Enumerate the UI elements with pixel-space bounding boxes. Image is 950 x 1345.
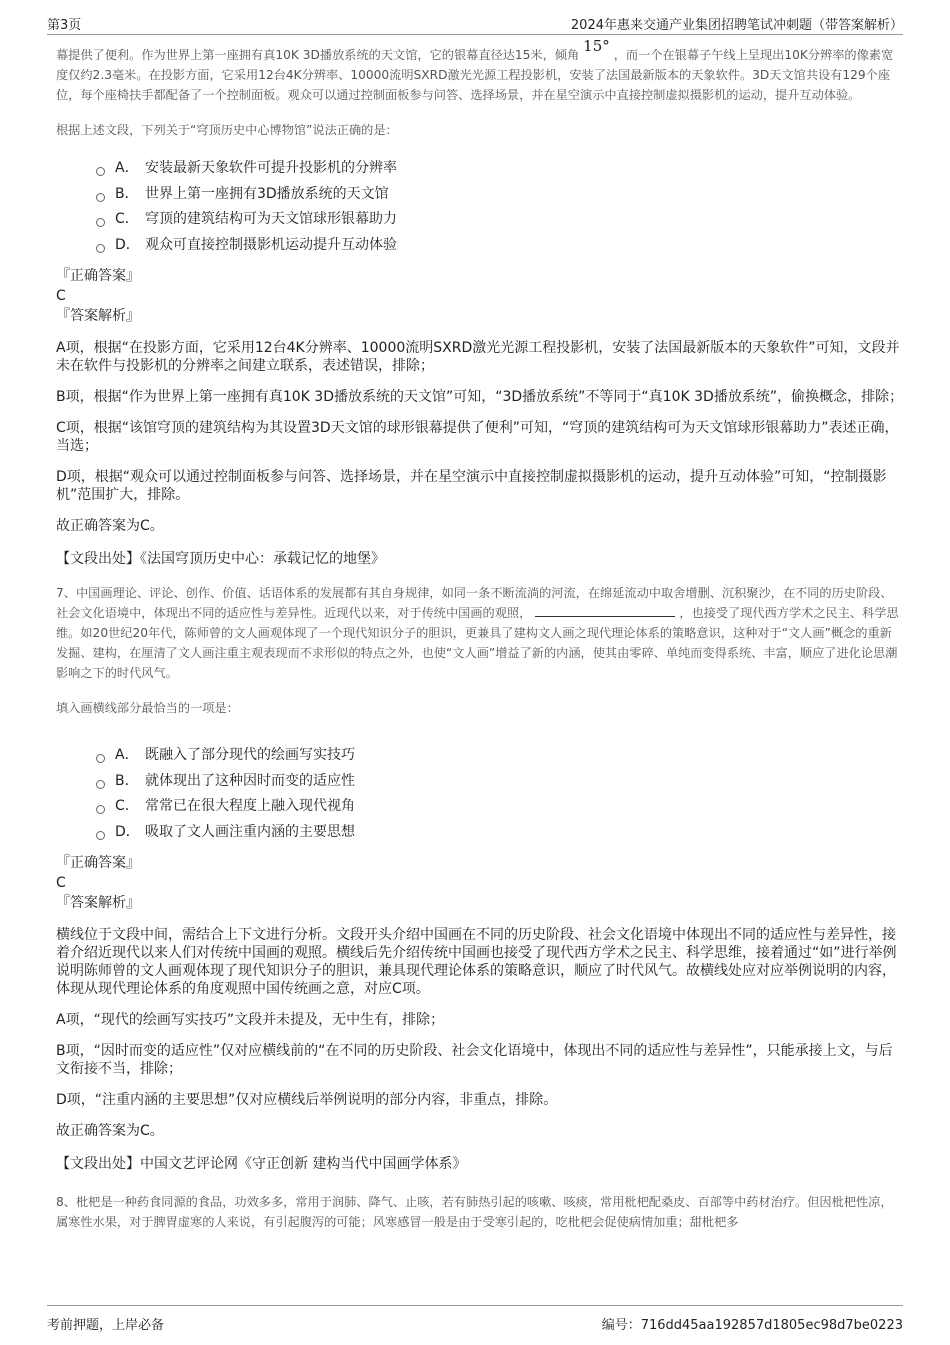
radio-icon[interactable] — [96, 831, 105, 840]
option-letter: C． — [115, 798, 139, 814]
radio-icon[interactable] — [96, 193, 105, 202]
radio-icon[interactable] — [96, 754, 105, 763]
analysis-label: 『答案解析』 — [56, 895, 140, 911]
footer-slogan: 考前押题，上岸必备 — [47, 1318, 165, 1333]
answer-label: 『正确答案』 — [56, 268, 140, 284]
q6-answer-block — [56, 266, 904, 326]
option-letter: B． — [115, 772, 139, 789]
analysis-label: 『答案解析』 — [56, 308, 140, 324]
radio-icon[interactable] — [96, 244, 105, 253]
q6-option-c[interactable] — [96, 207, 904, 233]
answer-value: C — [56, 288, 66, 304]
q7-option-d[interactable] — [96, 820, 904, 846]
radio-icon[interactable] — [96, 167, 105, 176]
q7-options — [96, 743, 904, 845]
q6-passage — [56, 37, 904, 105]
q7-conclusion: 故正确答案为C。 — [56, 1123, 164, 1139]
q6-passage-part-b: ，而一个在银幕子午线上呈现出10K分辨率的像素宽度仅约2.3毫米。在投影方面，它采用12台4K分辨率、10000流明SXRD激光光源工程投影机，安装了法国最新版本的天象软件。3D天文馆共设有129个座位，每个座椅扶手都配备了一个控制面板。观众可以通过控制面板参与问答、选择场景，并在星空演示中直接控制虚拟摄影机的运动，提升互动体验。 — [56, 48, 894, 102]
option-text: 安装最新天象软件可提升投影机的分辨率 — [145, 160, 397, 176]
q7-answer-block — [56, 853, 904, 913]
q6-question: 根据上述文段，下列关于“穹顶历史中心博物馆”说法正确的是： — [56, 123, 398, 137]
option-text: 吸取了文人画注重内涵的主要思想 — [145, 823, 355, 840]
page-content — [56, 37, 904, 1232]
q7-analysis-b: B项，“因时而变的适应性”仅对应横线前的“在不同的历史阶段、社会文化语境中，体现出不同的适应性与差异性”，只能承接上文，与后文衔接不当，排除； — [56, 1043, 893, 1077]
q7-option-b[interactable] — [96, 769, 904, 795]
q6-angle-value: 15° — [583, 37, 610, 55]
document-code: 编号：716dd45aa192857d1805ec98d7be0223 — [601, 1318, 903, 1333]
document-title: 2024年惠来交通产业集团招聘笔试冲刺题（带答案解析） — [570, 18, 903, 33]
q6-passage-part-a: 幕提供了便利。作为世界上第一座拥有真10K 3D播放系统的天文馆，它的银幕直径达15米，倾角 — [56, 48, 580, 62]
q7-analysis-a: A项，“现代的绘画写实技巧”文段并未提及，无中生有，排除； — [56, 1012, 445, 1028]
q7-option-a[interactable] — [96, 743, 904, 769]
option-text: 既融入了部分现代的绘画写实技巧 — [145, 747, 355, 763]
option-text: 世界上第一座拥有3D播放系统的天文馆 — [145, 185, 389, 202]
q7-analysis-main: 横线位于文段中间，需结合上下文进行分析。文段开头介绍中国画在不同的历史阶段、社会文化语境中体现出不同的适应性与差异性，接着介绍近现代以来人们对传统中国画的观照。横线后先介绍传统中国画也接受了现代西方学术之民主、科学思维，接着通过“如”进行举例说明陈师曾的文人画观体现了现代知识分子的胆识，兼具现代理论体系的策略意识，顺应了时代风气。故横线处应对应举例说明的内容，体现从现代理论体系的角度观照中国传统画之意，对应C项。 — [56, 927, 897, 997]
q6-analysis-c: C项，根据“该馆穹顶的建筑结构为其设置3D天文馆的球形银幕提供了便利”可知，“穹顶的建筑结构可为天文馆球形银幕助力”表述正确，当选； — [56, 420, 899, 454]
q6-source: 【文段出处】《法国穹顶历史中心：承载记忆的地堡》 — [56, 551, 385, 567]
q7-analysis-d: D项，“注重内涵的主要思想”仅对应横线后举例说明的部分内容，非重点，排除。 — [56, 1092, 558, 1108]
page-number: 第3页 — [47, 18, 82, 33]
option-text: 常常已在很大程度上融入现代视角 — [145, 798, 355, 814]
q6-options — [96, 156, 904, 258]
fill-blank-line — [535, 604, 675, 617]
q8-passage: 8、枇杷是一种药食同源的食品，功效多多，常用于润肺、降气、止咳，若有肺热引起的咳嗽、咳痰，常用枇杷配桑皮、百部等中药材治疗。但因枇杷性凉，属寒性水果，对于脾胃虚寒的人来说，有引起腹泻的可能；风寒感冒一般是由于受寒引起的，吃枇杷会促使病情加重；甜枇杷多 — [56, 1195, 893, 1229]
option-text: 就体现出了这种因时而变的适应性 — [145, 772, 355, 789]
q7-passage-part-a: 7、中国画理论、评论、创作、价值、话语体系的发展都有其自身规律，如同一条不断流淌的河流，在绵延流动中取舍增删、沉积聚沙，在不同的历史阶段、社会文化语境中，体现出不同的适应性与差异性。近现代以来，对于传统中国画的观照， — [56, 586, 893, 620]
q6-analysis-d: D项，根据“观众可以通过控制面板参与问答、选择场景，并在星空演示中直接控制虚拟摄影机的运动，提升互动体验”可知，“控制摄影机”范围扩大，排除。 — [56, 469, 887, 503]
q7-passage — [56, 583, 904, 683]
option-letter: D． — [115, 823, 140, 840]
q6-analysis-b: B项，根据“作为世界上第一座拥有真10K 3D播放系统的天文馆”可知，“3D播放系统”不等同于“真10K 3D播放系统”，偷换概念，排除； — [56, 389, 904, 405]
q7-source: 【文段出处】中国文艺评论网《守正创新 建构当代中国画学体系》 — [56, 1156, 467, 1172]
answer-value: C — [56, 875, 66, 891]
option-text: 观众可直接控制摄影机运动提升互动体验 — [145, 236, 397, 253]
q6-conclusion: 故正确答案为C。 — [56, 518, 164, 534]
option-letter: C． — [115, 211, 139, 227]
q6-analysis-a: A项，根据“在投影方面，它采用12台4K分辨率、10000流明SXRD激光光源工程投影机，安装了法国最新版本的天象软件”可知，文段并未在软件与投影机的分辨率之间建立联系，表述错误，排除； — [56, 340, 900, 374]
radio-icon[interactable] — [96, 805, 105, 814]
q7-question: 填入画横线部分最恰当的一项是： — [56, 701, 239, 715]
q7-option-c[interactable] — [96, 794, 904, 820]
q6-option-d[interactable] — [96, 233, 904, 259]
option-letter: A． — [115, 160, 139, 176]
answer-label: 『正确答案』 — [56, 855, 140, 871]
radio-icon[interactable] — [96, 218, 105, 227]
page-footer — [47, 1305, 903, 1332]
q6-option-b[interactable] — [96, 182, 904, 208]
radio-icon[interactable] — [96, 780, 105, 789]
option-letter: D． — [115, 236, 140, 253]
option-letter: B． — [115, 185, 139, 202]
q6-option-a[interactable] — [96, 156, 904, 182]
option-text: 穹顶的建筑结构可为天文馆球形银幕助力 — [145, 211, 397, 227]
page-header — [47, 12, 903, 35]
option-letter: A． — [115, 747, 139, 763]
q7-passage-part-b: ，也接受了现代西方学术之民主、科学思维。如20世纪20年代，陈师曾的文人画观体现了一个现代知识分子的胆识，更兼具了建构文人画之现代理论体系的策略意识，这种对于“文人画”概念的重新发掘、建构，在厘清了文人画注重主观表现而不求形似的特点之外，也使“文人画”增益了新的内涵，使其由零碎、单纯而变得系统、丰富，顺应了进化论思潮影响之下的时代风气。 — [56, 606, 899, 680]
